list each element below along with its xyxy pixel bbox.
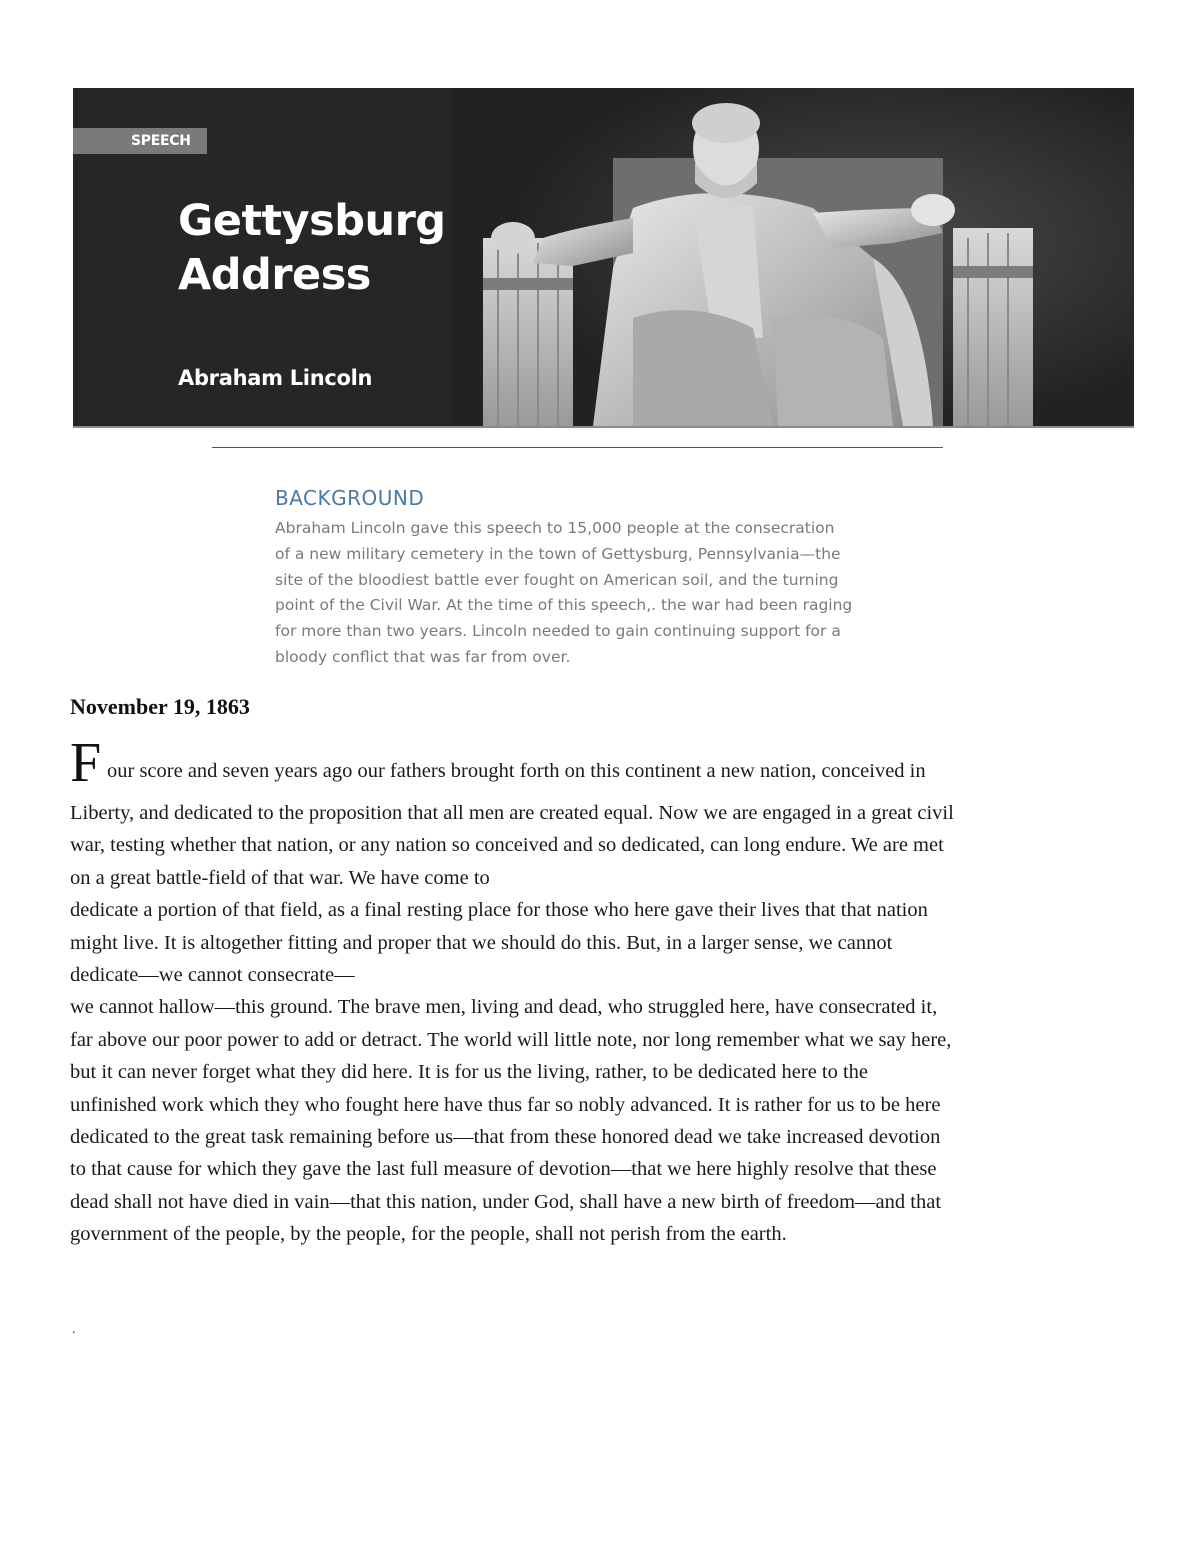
background-heading: BACKGROUND [275, 486, 425, 510]
speech-line: dedicate a portion of that field, as a final resting place for those who here gave their lives that that nation [70, 899, 928, 922]
speech-line: might live. It is altogether fitting and proper that we should do this. But, in a larger sense, we cannot [70, 931, 893, 954]
speech-line: Liberty, and dedicated to the proposition that all men are created equal. Now we are engaged in a great civil [70, 802, 954, 824]
background-line: for more than two years. Lincoln needed to gain continuing support for a [275, 622, 841, 641]
speech-date: November 19, 1863 [70, 694, 250, 719]
speech-line: far above our poor power to add or detract. The world will little note, nor long remember what we say here, [70, 1028, 952, 1051]
background-line: bloody conflict that was far from over. [275, 647, 571, 666]
speech-line: dedicate—we cannot consecrate— [70, 964, 355, 987]
speech-line: unfinished work which they who fought here have thus far so nobly advanced. It is rather for us to be here [70, 1093, 941, 1116]
document-title [178, 194, 446, 302]
speech-line: government of the people, by the people, for the people, shall not perish from the earth. [70, 1223, 787, 1246]
header-banner [73, 88, 1134, 428]
speech-line: dead shall not have died in vain—that this nation, under God, shall have a new birth of freedom—and that [70, 1190, 942, 1213]
author-name: Abraham Lincoln [178, 366, 373, 390]
trailing-mark: . [72, 1322, 76, 1337]
speech-line: on a great battle-field of that war. We have come to [70, 866, 490, 889]
background-line: point of the Civil War. At the time of this speech,. the war had been raging [275, 596, 853, 615]
speech-text [70, 733, 1140, 1251]
speech-tag: SPEECH [73, 128, 207, 154]
speech-line: but it can never forget what they did here. It is for us the living, rather, to be dedicated here to the [70, 1061, 869, 1084]
speech-first-line [70, 733, 1140, 797]
title-line-2: Address [178, 250, 371, 300]
speech-line: we cannot hallow—this ground. The brave men, living and dead, who struggled here, have consecrated it, [70, 996, 938, 1019]
background-line: Abraham Lincoln gave this speech to 15,000 people at the consecration [275, 519, 835, 537]
background-line: site of the bloodiest battle ever fought on American soil, and the turning [275, 570, 839, 589]
divider-rule [212, 447, 943, 448]
speech-line: to that cause for which they gave the last full measure of devotion—that we here highly resolve that these [70, 1158, 937, 1181]
background-text [275, 516, 915, 671]
speech-line: dedicated to the great task remaining before us—that from these honored dead we take increased devotion [70, 1126, 941, 1149]
speech-line: war, testing whether that nation, or any nation so conceived and so dedicated, can long endure. We are met [70, 834, 944, 857]
background-line: of a new military cemetery in the town of Gettysburg, Pennsylvania—the [275, 544, 841, 563]
speech-line: our score and seven years ago our fathers brought forth on this continent a new nation, conceived in [107, 760, 926, 782]
title-line-1: Gettysburg [178, 196, 446, 246]
drop-cap: F [70, 732, 102, 794]
